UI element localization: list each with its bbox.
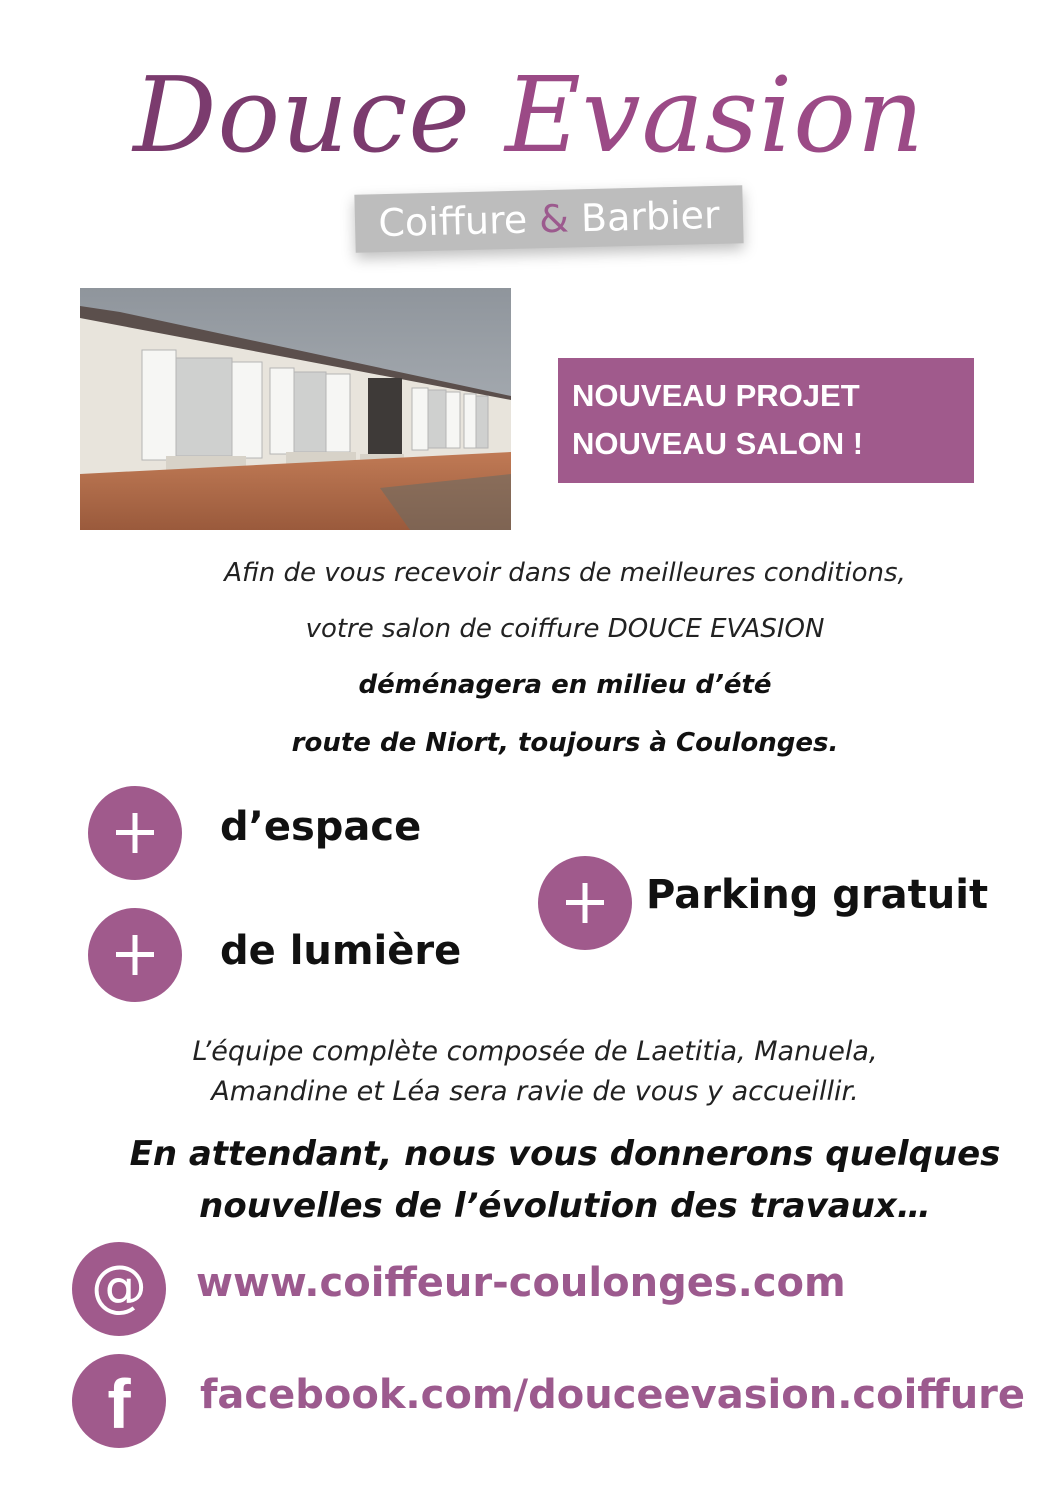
intro-line-1: Afin de vous recevoir dans de meilleures conditions,: [224, 558, 906, 588]
team-line-1: L’équipe complète composée de Laetitia, Manuela,: [192, 1036, 878, 1067]
team-line-2: Amandine et Léa sera ravie de vous y accueillir.: [211, 1076, 859, 1107]
subtitle-coiffure: Coiffure: [377, 197, 540, 246]
feature-lumiere: de lumière: [220, 928, 462, 974]
plus-icon: [88, 908, 182, 1002]
salon-building-photo: [80, 288, 511, 530]
intro-line-2: votre salon de coiffure DOUCE EVASION: [305, 614, 825, 644]
facebook-icon: [72, 1354, 166, 1448]
logo-word-douce: Douce: [133, 54, 505, 176]
intro-line-3: déménagera en milieu d’été: [358, 670, 772, 700]
plus-icon: [538, 856, 632, 950]
new-project-banner: [558, 358, 974, 483]
waiting-line-2: nouvelles de l’évolution des travaux…: [199, 1186, 931, 1226]
facebook-letter: f: [107, 1365, 131, 1443]
facebook-link[interactable]: facebook.com/douceevasion.coiffure: [200, 1372, 1026, 1418]
logo-wordmark: [0, 40, 1058, 190]
subtitle-ampersand: &: [538, 196, 570, 242]
feature-espace: d’espace: [220, 804, 422, 850]
logo-subtitle: [354, 185, 743, 252]
banner-line-1: NOUVEAU PROJET: [572, 378, 860, 413]
logo-word-evasion: Evasion: [504, 54, 925, 176]
subtitle-barbier: Barbier: [568, 192, 721, 241]
plus-icon: [88, 786, 182, 880]
website-link[interactable]: www.coiffeur-coulonges.com: [196, 1260, 846, 1306]
intro-line-4: route de Niort, toujours à Coulonges.: [291, 728, 839, 758]
banner-line-2: NOUVEAU SALON !: [572, 426, 864, 461]
waiting-line-1: En attendant, nous vous donnerons quelques: [129, 1134, 1001, 1174]
at-symbol: @: [91, 1254, 147, 1319]
at-icon: [72, 1242, 166, 1336]
feature-parking: Parking gratuit: [646, 872, 989, 918]
